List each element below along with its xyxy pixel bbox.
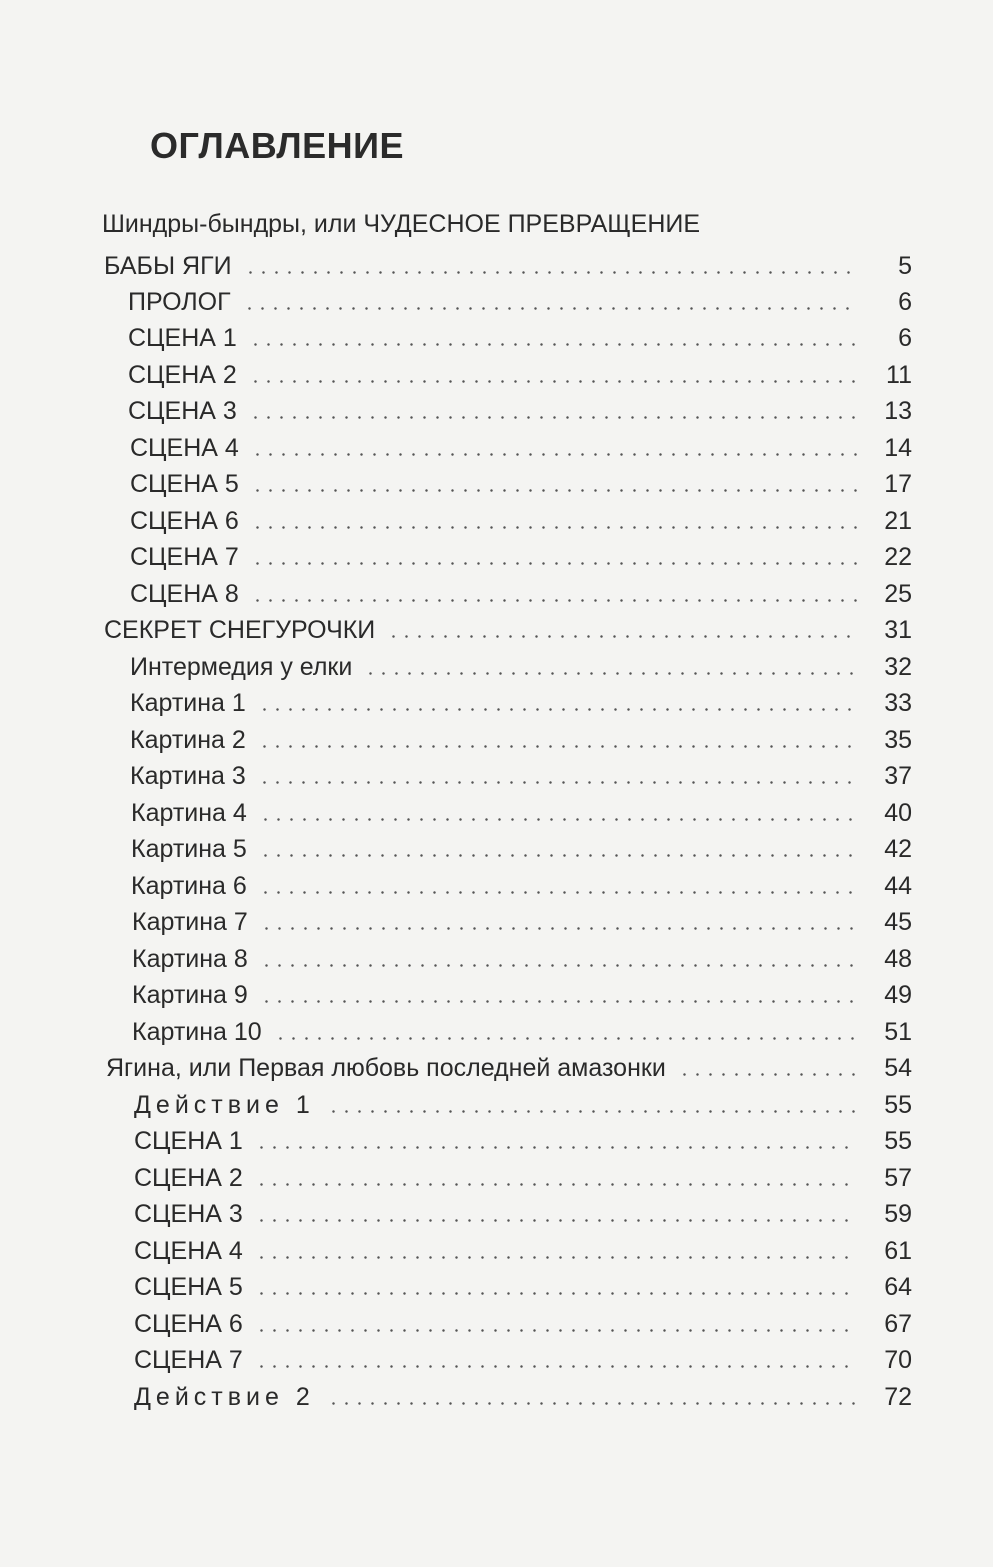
dot-leader: [255, 1219, 858, 1222]
dot-leader: [251, 562, 858, 565]
dot-leader: [255, 1256, 858, 1259]
dot-leader: [255, 1365, 858, 1368]
toc-entry: [132, 975, 912, 1011]
toc-entry-page-number: 67: [884, 1310, 912, 1338]
dot-leader: [274, 1037, 858, 1040]
toc-entry: [130, 464, 912, 500]
toc-entry-label: СЦЕНА 4: [130, 434, 239, 462]
toc-entry-page-number: 17: [884, 470, 912, 498]
toc-entry-page-number: 13: [884, 397, 912, 425]
dot-leader: [249, 380, 858, 383]
toc-entry-page-number: 57: [884, 1164, 912, 1192]
dot-leader: [251, 526, 858, 529]
toc-entry-page-number: 54: [884, 1054, 912, 1082]
toc-entry-label: СЦЕНА 5: [134, 1273, 243, 1301]
toc-entry-page-number: 31: [884, 616, 912, 644]
toc-entry-page-number: 33: [884, 689, 912, 717]
toc-entry-page-number: 21: [884, 507, 912, 535]
toc-entry: [134, 1377, 912, 1413]
toc-entry-label: Ягина, или Первая любовь последней амазонки: [106, 1054, 666, 1082]
dot-leader: [249, 343, 858, 346]
toc-entry-label: СЦЕНА 7: [134, 1346, 243, 1374]
dot-leader: [259, 854, 858, 857]
toc-entry: [132, 1012, 912, 1048]
toc-entry-page-number: 48: [884, 945, 912, 973]
toc-entry: [128, 318, 912, 354]
toc-entry-label: Картина 6: [131, 872, 247, 900]
toc-entry: [131, 866, 912, 902]
toc-entry-label: СЦЕНА 1: [128, 324, 237, 352]
toc-entry-label: Картина 3: [130, 762, 246, 790]
dot-leader: [260, 927, 858, 930]
toc-entry-page-number: 40: [884, 799, 912, 827]
toc-entry: [132, 902, 912, 938]
toc-entry-label: Картина 1: [130, 689, 246, 717]
toc-entry-page-number: 35: [884, 726, 912, 754]
toc-entry-label: Картина 9: [132, 981, 248, 1009]
dot-leader: [243, 307, 858, 310]
dot-leader: [251, 453, 858, 456]
toc-entry-label: Картина 4: [131, 799, 247, 827]
page-title: ОГЛАВЛЕНИЕ: [150, 125, 405, 166]
toc-entry: [134, 1231, 912, 1267]
toc-entry: [134, 1194, 912, 1230]
toc-entry-page-number: 5: [898, 252, 912, 280]
toc-entry-label: Картина 7: [132, 908, 248, 936]
toc-entry-page-number: 72: [884, 1383, 912, 1411]
toc-entry: [130, 756, 912, 792]
toc-entry-label: СЦЕНА 3: [128, 397, 237, 425]
toc-entry-label: Интермедия у елки: [130, 653, 353, 681]
toc-entry-page-number: 70: [884, 1346, 912, 1374]
toc-entry: [128, 282, 912, 318]
dot-leader: [259, 818, 858, 821]
toc-entry-page-number: 44: [884, 872, 912, 900]
dot-leader: [255, 1146, 858, 1149]
dot-leader: [258, 781, 858, 784]
toc-entry-page-number: 25: [884, 580, 912, 608]
toc-entry: [134, 1267, 912, 1303]
toc-entry-page-number: 37: [884, 762, 912, 790]
toc-entry: [104, 246, 912, 282]
toc-entry: [130, 501, 912, 537]
toc-entry-label: СЦЕНА 6: [130, 507, 239, 535]
toc-entry: [130, 647, 912, 683]
toc-entry: [134, 1085, 912, 1121]
toc-entry: [104, 610, 912, 646]
toc-entry: [130, 537, 912, 573]
dot-leader: [327, 1110, 858, 1113]
toc-entry-page-number: 42: [884, 835, 912, 863]
toc-entry-page-number: 22: [884, 543, 912, 571]
toc-entry: [128, 355, 912, 391]
dot-leader: [364, 672, 858, 675]
toc-entry-page-number: 61: [884, 1237, 912, 1265]
toc-entry-page-number: 51: [884, 1018, 912, 1046]
dot-leader: [327, 1402, 858, 1405]
toc-entry-page-number: 11: [886, 361, 912, 389]
toc-entry-page-number: 32: [884, 653, 912, 681]
toc-entry: [134, 1340, 912, 1376]
toc-entry: [130, 683, 912, 719]
toc-entry-label: СЕКРЕТ СНЕГУРОЧКИ: [104, 616, 376, 644]
toc-entry-page-number: 6: [898, 324, 912, 352]
dot-leader: [251, 599, 858, 602]
toc-entry: [128, 391, 912, 427]
toc-entry-label: СЦЕНА 6: [134, 1310, 243, 1338]
dot-leader: [678, 1073, 858, 1076]
toc-entry-page-number: 64: [884, 1273, 912, 1301]
toc-entry: [134, 1304, 912, 1340]
toc-entry: [130, 720, 912, 756]
toc-entry-label: Действие 2: [134, 1383, 315, 1411]
dot-leader: [387, 635, 858, 638]
dot-leader: [260, 1000, 858, 1003]
toc-entry: [132, 939, 912, 975]
dot-leader: [260, 964, 858, 967]
toc-entry-label: СЦЕНА 2: [128, 361, 237, 389]
toc-entry-label: СЦЕНА 2: [134, 1164, 243, 1192]
toc-entry-page-number: 45: [884, 908, 912, 936]
toc-entry-label: СЦЕНА 8: [130, 580, 239, 608]
toc-entry-label: СЦЕНА 7: [130, 543, 239, 571]
toc-entry-label: Действие 1: [134, 1091, 315, 1119]
toc-entry-label: СЦЕНА 1: [134, 1127, 243, 1155]
toc-entry-page-number: 49: [884, 981, 912, 1009]
toc-entry-label: Картина 2: [130, 726, 246, 754]
toc-entry: [134, 1158, 912, 1194]
toc-entry-label: ПРОЛОГ: [128, 288, 231, 316]
toc-entry-page-number: 6: [898, 288, 912, 316]
toc-entry-page-number: 14: [884, 434, 912, 462]
toc-entry-page-number: 55: [884, 1127, 912, 1155]
toc-entry: [131, 829, 912, 865]
dot-leader: [258, 745, 858, 748]
toc-entry: [130, 428, 912, 464]
dot-leader: [258, 708, 858, 711]
dot-leader: [244, 271, 858, 274]
toc-entry-label: СЦЕНА 4: [134, 1237, 243, 1265]
toc-entry: [131, 793, 912, 829]
dot-leader: [249, 416, 858, 419]
toc-entry: [106, 1048, 912, 1084]
toc-entry-label: СЦЕНА 3: [134, 1200, 243, 1228]
dot-leader: [251, 489, 858, 492]
dot-leader: [255, 1329, 858, 1332]
toc-entry-label: БАБЫ ЯГИ: [104, 252, 232, 280]
toc-entry: [130, 574, 912, 610]
toc-entry-label: Картина 8: [132, 945, 248, 973]
toc-entry-label: Картина 5: [131, 835, 247, 863]
dot-leader: [259, 891, 858, 894]
toc-entry-page-number: 59: [884, 1200, 912, 1228]
toc-entry-page-number: 55: [884, 1091, 912, 1119]
toc-entry: [134, 1121, 912, 1157]
toc-entry-label: Картина 10: [132, 1018, 262, 1046]
dot-leader: [255, 1183, 858, 1186]
toc-entry-label: СЦЕНА 5: [130, 470, 239, 498]
dot-leader: [255, 1292, 858, 1295]
book-heading-line: Шиндры-бындры, или ЧУДЕСНОЕ ПРЕВРАЩЕНИЕ: [102, 210, 701, 238]
